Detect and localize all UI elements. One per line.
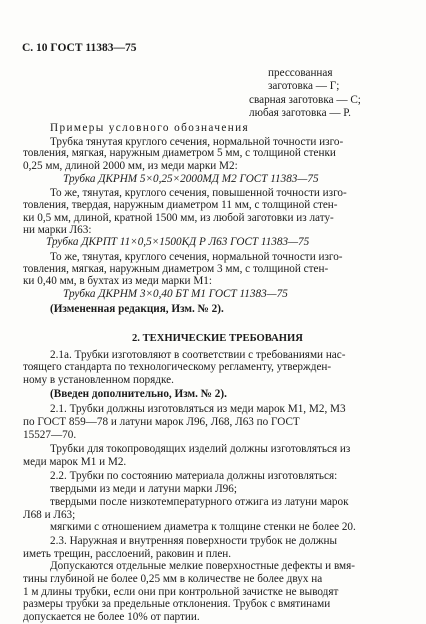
- examples-heading: Примеры условного обозначения: [50, 121, 250, 134]
- blank-type-pressed-line1: прессованная: [268, 66, 333, 79]
- blank-type-welded: сварная заготовка — С;: [249, 93, 361, 106]
- clause-2-1a-note: (Введен дополнительно, Изм. № 2).: [50, 387, 227, 400]
- revision-note: (Измененная редакция, Изм. № 2).: [50, 303, 224, 316]
- example-2-designation: Трубка ДКРПТ 11×0,5×1500КД Р Л63 ГОСТ 11383—75: [46, 236, 310, 249]
- blank-type-pressed-line2: заготовка — Г;: [268, 80, 340, 93]
- page-header: С. 10 ГОСТ 11383—75: [22, 42, 137, 54]
- example-1-designation: Трубка ДКРНМ 5×0,25×2000МД М2 ГОСТ 11383—75: [63, 172, 319, 185]
- blank-type-any: любая заготовка — Р.: [249, 107, 351, 120]
- section-title: 2. ТЕХНИЧЕСКИЕ ТРЕБОВАНИЯ: [132, 333, 303, 345]
- example-3-designation: Трубка ДКРНМ 3×0,40 БТ М1 ГОСТ 11383—75: [63, 287, 288, 300]
